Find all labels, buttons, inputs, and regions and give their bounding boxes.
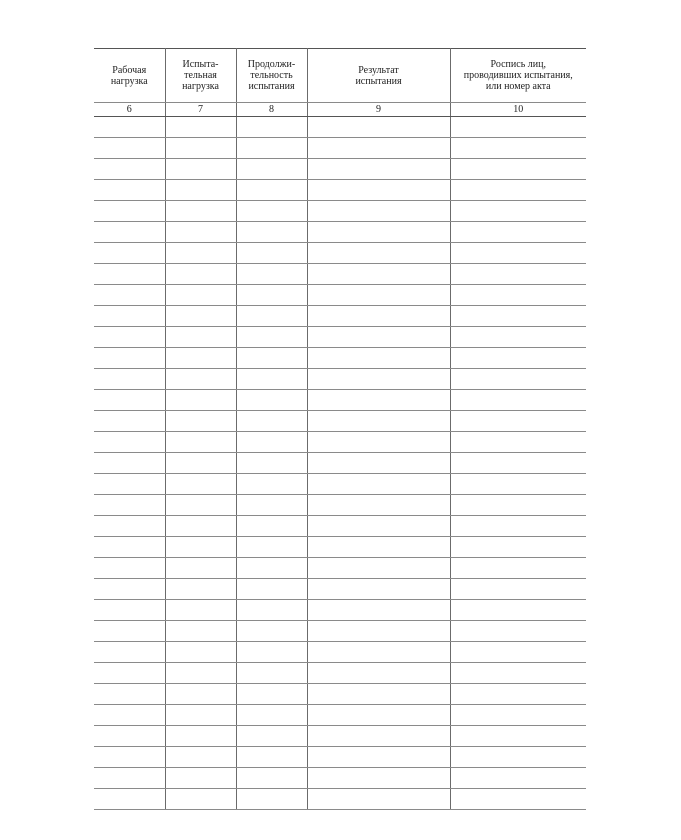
table-row	[94, 537, 586, 558]
table-cell	[307, 369, 450, 390]
table-cell	[94, 600, 165, 621]
table-cell	[94, 222, 165, 243]
table-cell	[236, 726, 307, 747]
table-cell	[450, 684, 586, 705]
table-cell	[165, 495, 236, 516]
table-cell	[450, 327, 586, 348]
table-cell	[307, 726, 450, 747]
table-cell	[450, 495, 586, 516]
table-cell	[165, 684, 236, 705]
table-cell	[450, 537, 586, 558]
table-cell	[307, 768, 450, 789]
table-row	[94, 348, 586, 369]
table-cell	[307, 117, 450, 138]
table-cell	[450, 369, 586, 390]
table-cell	[165, 516, 236, 537]
table-cell	[165, 558, 236, 579]
table-cell	[450, 222, 586, 243]
table-cell	[94, 663, 165, 684]
table-cell	[307, 663, 450, 684]
test-log-table	[94, 48, 586, 810]
table-row	[94, 768, 586, 789]
table-row	[94, 390, 586, 411]
table-cell	[236, 285, 307, 306]
table-cell	[165, 285, 236, 306]
column-number: 10	[450, 103, 586, 117]
table-row	[94, 117, 586, 138]
table-row	[94, 516, 586, 537]
table-cell	[307, 285, 450, 306]
table-cell	[94, 411, 165, 432]
table-cell	[307, 327, 450, 348]
table-row	[94, 705, 586, 726]
table-row	[94, 201, 586, 222]
table-row	[94, 726, 586, 747]
table-cell	[307, 411, 450, 432]
table-cell	[165, 306, 236, 327]
table-cell	[236, 579, 307, 600]
table-cell	[94, 789, 165, 810]
table-cell	[307, 180, 450, 201]
table-cell	[450, 285, 586, 306]
header-test-result: Результат испытания	[307, 49, 450, 103]
table-cell	[236, 705, 307, 726]
table-cell	[450, 726, 586, 747]
table-cell	[236, 369, 307, 390]
table-cell	[307, 747, 450, 768]
table-cell	[450, 159, 586, 180]
table-cell	[165, 159, 236, 180]
table-cell	[94, 180, 165, 201]
table-cell	[94, 348, 165, 369]
table-row	[94, 285, 586, 306]
table-cell	[165, 138, 236, 159]
table-cell	[236, 348, 307, 369]
column-number: 7	[165, 103, 236, 117]
table-cell	[94, 117, 165, 138]
table-cell	[94, 684, 165, 705]
table-cell	[450, 138, 586, 159]
table-cell	[450, 558, 586, 579]
table-cell	[450, 579, 586, 600]
table-cell	[236, 495, 307, 516]
table-cell	[165, 432, 236, 453]
table-row	[94, 180, 586, 201]
table-cell	[307, 306, 450, 327]
table-cell	[450, 348, 586, 369]
table-cell	[236, 474, 307, 495]
table-cell	[450, 516, 586, 537]
table-cell	[236, 222, 307, 243]
table-cell	[307, 201, 450, 222]
table-row	[94, 600, 586, 621]
table-cell	[450, 621, 586, 642]
table-cell	[307, 453, 450, 474]
table-cell	[165, 117, 236, 138]
table-cell	[165, 768, 236, 789]
table-row	[94, 789, 586, 810]
table-cell	[236, 159, 307, 180]
table-cell	[450, 663, 586, 684]
column-number: 8	[236, 103, 307, 117]
table-cell	[236, 243, 307, 264]
table-cell	[94, 327, 165, 348]
column-number: 9	[307, 103, 450, 117]
table-cell	[450, 117, 586, 138]
table-cell	[450, 600, 586, 621]
table-cell	[165, 264, 236, 285]
table-cell	[307, 684, 450, 705]
table-cell	[165, 579, 236, 600]
table-cell	[165, 726, 236, 747]
table-cell	[450, 411, 586, 432]
table-cell	[236, 537, 307, 558]
table-cell	[94, 390, 165, 411]
table-cell	[94, 201, 165, 222]
header-signature-or-act-number: Роспись лиц, проводивших испытания, или номер акта	[450, 49, 586, 103]
table-cell	[307, 789, 450, 810]
table-cell	[94, 642, 165, 663]
table-cell	[94, 516, 165, 537]
table-cell	[307, 348, 450, 369]
table-cell	[94, 159, 165, 180]
header-test-duration: Продолжи- тельность испытания	[236, 49, 307, 103]
table-cell	[450, 264, 586, 285]
table-row	[94, 432, 586, 453]
table-cell	[236, 117, 307, 138]
table-cell	[165, 180, 236, 201]
table-cell	[94, 495, 165, 516]
table-cell	[450, 642, 586, 663]
table-cell	[236, 432, 307, 453]
table-cell	[307, 621, 450, 642]
table-cell	[94, 537, 165, 558]
table-row	[94, 159, 586, 180]
table-cell	[307, 600, 450, 621]
table-cell	[236, 390, 307, 411]
table-cell	[236, 180, 307, 201]
table-cell	[450, 789, 586, 810]
table-cell	[307, 579, 450, 600]
table-cell	[165, 642, 236, 663]
table-row	[94, 264, 586, 285]
table-cell	[236, 306, 307, 327]
table-cell	[307, 537, 450, 558]
table-cell	[307, 390, 450, 411]
table-cell	[450, 201, 586, 222]
table-cell	[94, 747, 165, 768]
table-cell	[94, 768, 165, 789]
table-cell	[307, 474, 450, 495]
table-row	[94, 579, 586, 600]
header-working-load: Рабочая нагрузка	[94, 49, 165, 103]
table-cell	[165, 243, 236, 264]
table-cell	[236, 558, 307, 579]
table-cell	[165, 537, 236, 558]
table-cell	[307, 495, 450, 516]
table-cell	[307, 159, 450, 180]
table-cell	[94, 285, 165, 306]
table-cell	[236, 327, 307, 348]
table-cell	[165, 453, 236, 474]
table-cell	[236, 621, 307, 642]
table-cell	[165, 705, 236, 726]
table-cell	[94, 369, 165, 390]
table-body	[94, 117, 586, 810]
table-row	[94, 684, 586, 705]
table-cell	[94, 558, 165, 579]
table-cell	[236, 663, 307, 684]
table-row	[94, 327, 586, 348]
table-cell	[94, 138, 165, 159]
table-cell	[450, 705, 586, 726]
column-number-row	[94, 103, 586, 117]
table-cell	[165, 390, 236, 411]
table-cell	[165, 222, 236, 243]
table-row	[94, 747, 586, 768]
table-cell	[165, 600, 236, 621]
table-cell	[94, 432, 165, 453]
table-cell	[236, 642, 307, 663]
table-row	[94, 243, 586, 264]
table-cell	[450, 747, 586, 768]
table-row	[94, 558, 586, 579]
table-cell	[307, 558, 450, 579]
table-header-row	[94, 49, 586, 103]
table-cell	[236, 411, 307, 432]
table-cell	[236, 264, 307, 285]
table-row	[94, 369, 586, 390]
table-row	[94, 621, 586, 642]
table-cell	[307, 243, 450, 264]
table-cell	[94, 243, 165, 264]
table-row	[94, 474, 586, 495]
table-cell	[307, 264, 450, 285]
table-cell	[307, 222, 450, 243]
table-cell	[94, 621, 165, 642]
table-cell	[450, 243, 586, 264]
table-cell	[94, 579, 165, 600]
table-cell	[450, 474, 586, 495]
table-cell	[94, 474, 165, 495]
table-cell	[165, 621, 236, 642]
table-cell	[165, 663, 236, 684]
table-cell	[450, 180, 586, 201]
table-cell	[94, 726, 165, 747]
table-cell	[450, 432, 586, 453]
table-cell	[165, 348, 236, 369]
table-row	[94, 306, 586, 327]
table-cell	[165, 327, 236, 348]
table-cell	[165, 369, 236, 390]
table-cell	[165, 474, 236, 495]
table-cell	[236, 684, 307, 705]
table-cell	[450, 768, 586, 789]
header-test-load: Испыта- тельная нагрузка	[165, 49, 236, 103]
table-row	[94, 222, 586, 243]
table-cell	[450, 306, 586, 327]
table-cell	[165, 747, 236, 768]
table-cell	[236, 768, 307, 789]
table-row	[94, 138, 586, 159]
table-cell	[165, 789, 236, 810]
table-row	[94, 642, 586, 663]
table-cell	[165, 201, 236, 222]
table-cell	[236, 747, 307, 768]
table-cell	[307, 642, 450, 663]
table-cell	[94, 453, 165, 474]
table-cell	[94, 705, 165, 726]
table-cell	[307, 432, 450, 453]
table-cell	[94, 306, 165, 327]
table-cell	[236, 453, 307, 474]
table-cell	[236, 789, 307, 810]
table-cell	[450, 390, 586, 411]
table-cell	[450, 453, 586, 474]
table-row	[94, 663, 586, 684]
table-cell	[307, 705, 450, 726]
table-row	[94, 495, 586, 516]
table-cell	[236, 201, 307, 222]
table-cell	[307, 138, 450, 159]
table-cell	[236, 516, 307, 537]
table-cell	[165, 411, 236, 432]
table-cell	[236, 138, 307, 159]
table-cell	[94, 264, 165, 285]
table-row	[94, 411, 586, 432]
column-number: 6	[94, 103, 165, 117]
table-row	[94, 453, 586, 474]
table-cell	[236, 600, 307, 621]
table-cell	[307, 516, 450, 537]
